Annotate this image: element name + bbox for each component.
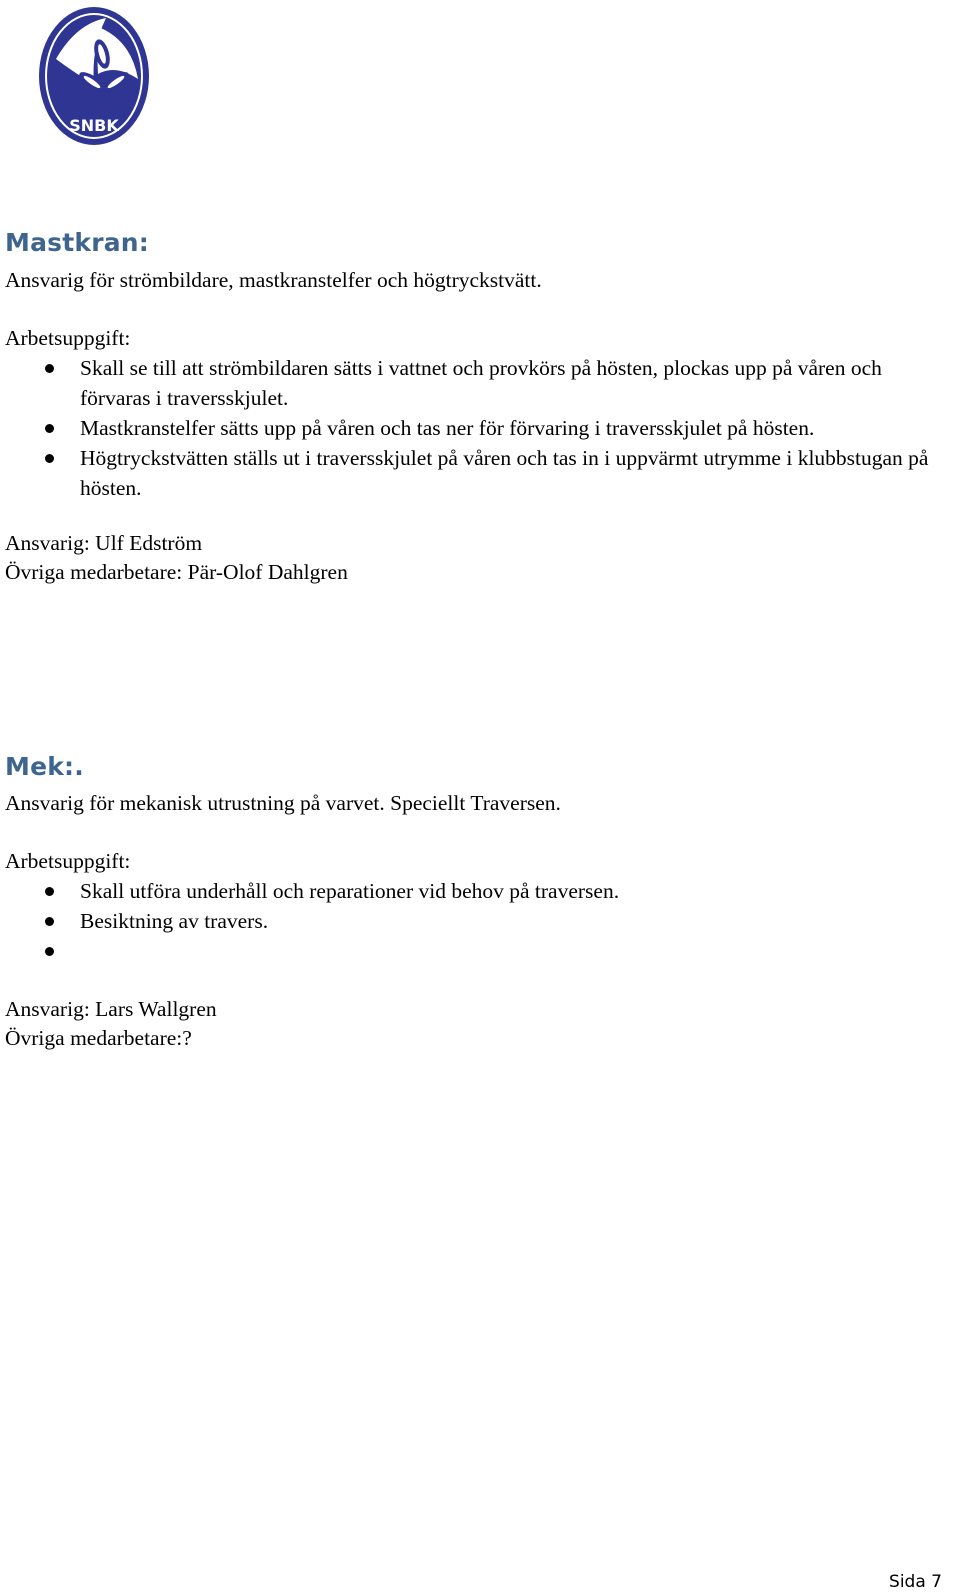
mek-task-list <box>0 876 940 966</box>
mastkran-heading: Mastkran: <box>5 228 149 257</box>
svg-text:SNBK: SNBK <box>69 116 119 135</box>
task-text: Skall se till att strömbildaren sätts i vattnet och provkörs på hösten, plockas upp på våren och förvaras i traversskjulet. <box>80 356 882 410</box>
bullet-icon <box>45 947 54 956</box>
mek-responsible: Ansvarig: Lars Wallgren <box>5 997 217 1021</box>
page-number: Sida 7 <box>889 1572 942 1592</box>
task-text: Mastkranstelfer sätts upp på våren och tas ner för förvaring i traversskjulet på hösten. <box>80 416 815 440</box>
mastkran-tasks-label: Arbetsuppgift: <box>5 326 131 350</box>
mek-heading: Mek:. <box>5 752 84 781</box>
mek-tasks-label: Arbetsuppgift: <box>5 849 131 873</box>
task-text: Skall utföra underhåll och reparationer vid behov på traversen. <box>80 879 620 903</box>
bullet-icon <box>45 454 54 463</box>
mastkran-coworkers: Övriga medarbetare: Pär-Olof Dahlgren <box>5 560 348 584</box>
bullet-icon <box>45 887 54 896</box>
bullet-icon <box>45 364 54 373</box>
list-item <box>0 936 940 966</box>
bullet-icon <box>45 424 54 433</box>
mastkran-task-list <box>0 353 940 503</box>
list-item <box>0 353 940 413</box>
list-item <box>0 876 940 906</box>
list-item <box>0 443 940 503</box>
snbk-logo <box>36 4 152 148</box>
mek-coworkers: Övriga medarbetare:? <box>5 1026 192 1050</box>
task-text: Besiktning av travers. <box>80 909 269 933</box>
snbk-logo-text <box>36 4 152 148</box>
list-item <box>0 906 940 936</box>
task-text: Högtryckstvätten ställs ut i traversskjulet på våren och tas in i uppvärmt utrymme i klubbstugan på hösten. <box>80 446 929 500</box>
mastkran-responsible: Ansvarig: Ulf Edström <box>5 531 203 555</box>
list-item <box>0 413 940 443</box>
mastkran-description: Ansvarig för strömbildare, mastkranstelfer och högtryckstvätt. <box>5 268 542 292</box>
mek-description: Ansvarig för mekanisk utrustning på varvet. Speciellt Traversen. <box>5 791 561 815</box>
bullet-icon <box>45 917 54 926</box>
